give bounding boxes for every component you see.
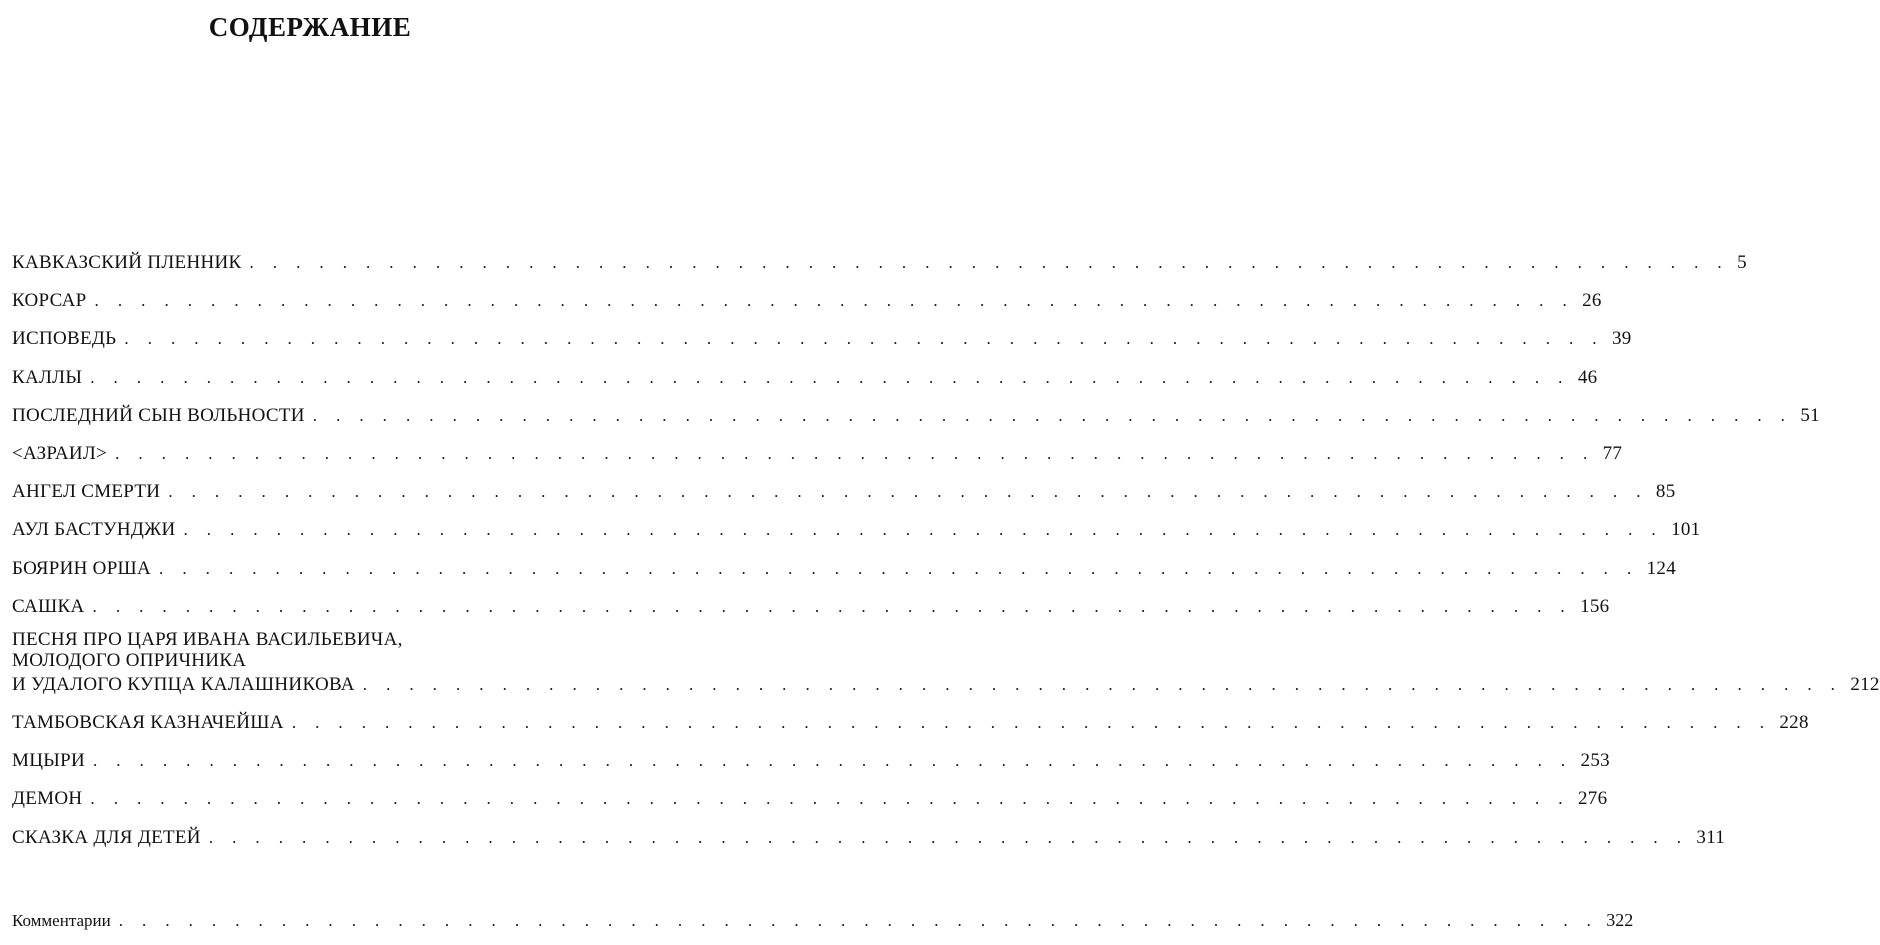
dot-leader: . . . . . . . . . . . . . . . . . . . . . . . . . . . . . . . . . . . . . . . . . . . . . . . . . . . . . . . . . . . . . . . .	[92, 596, 1573, 616]
dot-leader: . . . . . . . . . . . . . . . . . . . . . . . . . . . . . . . . . . . . . . . . . . . . . . . . . . . . . . . . . . . . . . . .	[90, 367, 1570, 387]
toc-entry-title: СКАЗКА ДЛЯ ДЕТЕЙ	[12, 826, 201, 848]
toc-entry-skazka-dlya-detey[interactable]	[12, 824, 1726, 852]
toc-page-number: 212	[1850, 673, 1880, 695]
toc-page-number: 85	[1655, 481, 1676, 503]
dot-leader: . . . . . . . . . . . . . . . . . . . . . . . . . . . . . . . . . . . . . . . . . . . . . . . . . . . . . . . . . . . . . . . .	[124, 329, 1604, 349]
toc-entry-kavkazskiy-plennik[interactable]	[12, 249, 1747, 277]
toc-entry-title: ИСПОВЕДЬ	[12, 328, 117, 350]
toc-entry-title: Комментарии	[12, 911, 111, 930]
toc-entry-posledniy-syn-volnosti[interactable]	[12, 402, 1820, 430]
toc-entry-title: ПОСЛЕДНИЙ СЫН ВОЛЬНОСТИ	[12, 404, 305, 426]
toc-entry-title: ТАМБОВСКАЯ КАЗНАЧЕЙША	[12, 712, 284, 734]
toc-entry-korsar[interactable]	[12, 287, 1602, 315]
toc-entry-title: БОЯРИН ОРША	[12, 557, 152, 579]
page-title: СОДЕРЖАНИЕ	[208, 12, 412, 42]
toc-entry-title: АУЛ БАСТУНДЖИ	[12, 519, 176, 541]
toc-entry-title-line: МОЛОДОГО ОПРИЧНИКА	[12, 649, 247, 671]
toc-page-number: 101	[1671, 519, 1701, 541]
toc-page-number: 77	[1602, 442, 1623, 464]
toc-page-number: 253	[1580, 750, 1610, 772]
dot-leader: . . . . . . . . . . . . . . . . . . . . . . . . . . . . . . . . . . . . . . . . . . . . . . . . . . . . . . . . . . . . . . . .	[90, 789, 1570, 809]
toc-entry-pesnya-pro-tsarya[interactable]	[12, 628, 1880, 699]
toc-entry-sashka[interactable]	[12, 593, 1610, 621]
toc-entry-title: <АЗРАИЛ>	[12, 442, 108, 464]
toc-entry-ispoved[interactable]	[12, 325, 1632, 353]
toc-page-number: 124	[1646, 557, 1677, 579]
toc-page-number: 311	[1696, 826, 1726, 848]
toc-page-number: 51	[1800, 404, 1820, 426]
toc-page-number: 39	[1611, 328, 1632, 350]
toc-entry-azrail[interactable]	[12, 440, 1623, 468]
toc-entry-angel-smerti[interactable]	[12, 478, 1676, 506]
dot-leader: . . . . . . . . . . . . . . . . . . . . . . . . . . . . . . . . . . . . . . . . . . . . . . . . . . . . . . . . . . . . . . . .	[94, 291, 1575, 311]
toc-entry-title: МЦЫРИ	[12, 750, 85, 772]
toc-entry-title: САШКА	[12, 595, 85, 617]
toc-entry-title: КАЛЛЫ	[12, 366, 83, 388]
toc-entry-title: КАВКАЗСКИЙ ПЛЕННИК	[12, 252, 242, 273]
toc-page-number: 322	[1606, 910, 1634, 930]
toc-entry-title-line: ПЕСНЯ ПРО ЦАРЯ ИВАНА ВАСИЛЬЕВИЧА,	[12, 628, 403, 650]
toc-entry-tambovskaya-kaznacheysha[interactable]	[12, 709, 1809, 737]
toc-entry-boyarin-orsha[interactable]	[12, 555, 1677, 583]
toc-entry-comments[interactable]	[12, 908, 1634, 933]
dot-leader: . . . . . . . . . . . . . . . . . . . . . . . . . . . . . . . . . . . . . . . . . . . . . . . . . . . . . . . . . . . . . . . .	[115, 443, 1595, 463]
dot-leader: . . . . . . . . . . . . . . . . . . . . . . . . . . . . . . . . . . . . . . . . . . . . . . . . . . . . . . . . . . . . . . . .	[312, 405, 1793, 425]
toc-entry-kally[interactable]	[12, 364, 1598, 392]
dot-leader: . . . . . . . . . . . . . . . . . . . . . . . . . . . . . . . . . . . . . . . . . . . . . . . . . . . . . . . . . . . . . . . .	[291, 713, 1772, 733]
toc-entry-title: И УДАЛОГО КУПЦА КАЛАШНИКОВА	[12, 673, 355, 695]
toc-entry-aul-bastundzhi[interactable]	[12, 516, 1701, 544]
dot-leader: . . . . . . . . . . . . . . . . . . . . . . . . . . . . . . . . . . . . . . . . . . . . . . . . . . . . . . . . . . . . . . . .	[362, 674, 1843, 694]
dot-leader: . . . . . . . . . . . . . . . . . . . . . . . . . . . . . . . . . . . . . . . . . . . . . . . . . . . . . . . . . . . . . . . .	[249, 253, 1730, 272]
toc-page-number: 228	[1779, 712, 1809, 734]
dot-leader: . . . . . . . . . . . . . . . . . . . . . . . . . . . . . . . . . . . . . . . . . . . . . . . . . . . . . . . . . . . . . . . .	[183, 520, 1664, 540]
dot-leader: . . . . . . . . . . . . . . . . . . . . . . . . . . . . . . . . . . . . . . . . . . . . . . . . . . . . . . . . . . . . . . . .	[159, 558, 1639, 578]
toc-entry-title: АНГЕЛ СМЕРТИ	[12, 481, 161, 503]
dot-leader: . . . . . . . . . . . . . . . . . . . . . . . . . . . . . . . . . . . . . . . . . . . . . . . . . . . . . . . . . . . . . . . .	[168, 482, 1648, 502]
toc-page-number: 5	[1737, 252, 1747, 273]
dot-leader: . . . . . . . . . . . . . . . . . . . . . . . . . . . . . . . . . . . . . . . . . . . . . . . . . . . . . . . . . . . . . . . .	[208, 827, 1689, 847]
toc-page-number: 26	[1582, 290, 1602, 312]
dot-leader: . . . . . . . . . . . . . . . . . . . . . . . . . . . . . . . . . . . . . . . . . . . . . . . . . . . . . . . . . . . . . . . .	[118, 911, 1599, 930]
table-of-contents	[12, 249, 1880, 862]
toc-entry-title: ДЕМОН	[12, 788, 83, 810]
toc-entry-mtsyri[interactable]	[12, 747, 1610, 775]
toc-entry-title: КОРСАР	[12, 290, 87, 312]
toc-page-number: 156	[1580, 595, 1610, 617]
toc-entry-demon[interactable]	[12, 785, 1608, 813]
dot-leader: . . . . . . . . . . . . . . . . . . . . . . . . . . . . . . . . . . . . . . . . . . . . . . . . . . . . . . . . . . . . . . . .	[92, 751, 1573, 771]
toc-page-number: 276	[1577, 788, 1608, 810]
toc-page-number: 46	[1577, 366, 1598, 388]
